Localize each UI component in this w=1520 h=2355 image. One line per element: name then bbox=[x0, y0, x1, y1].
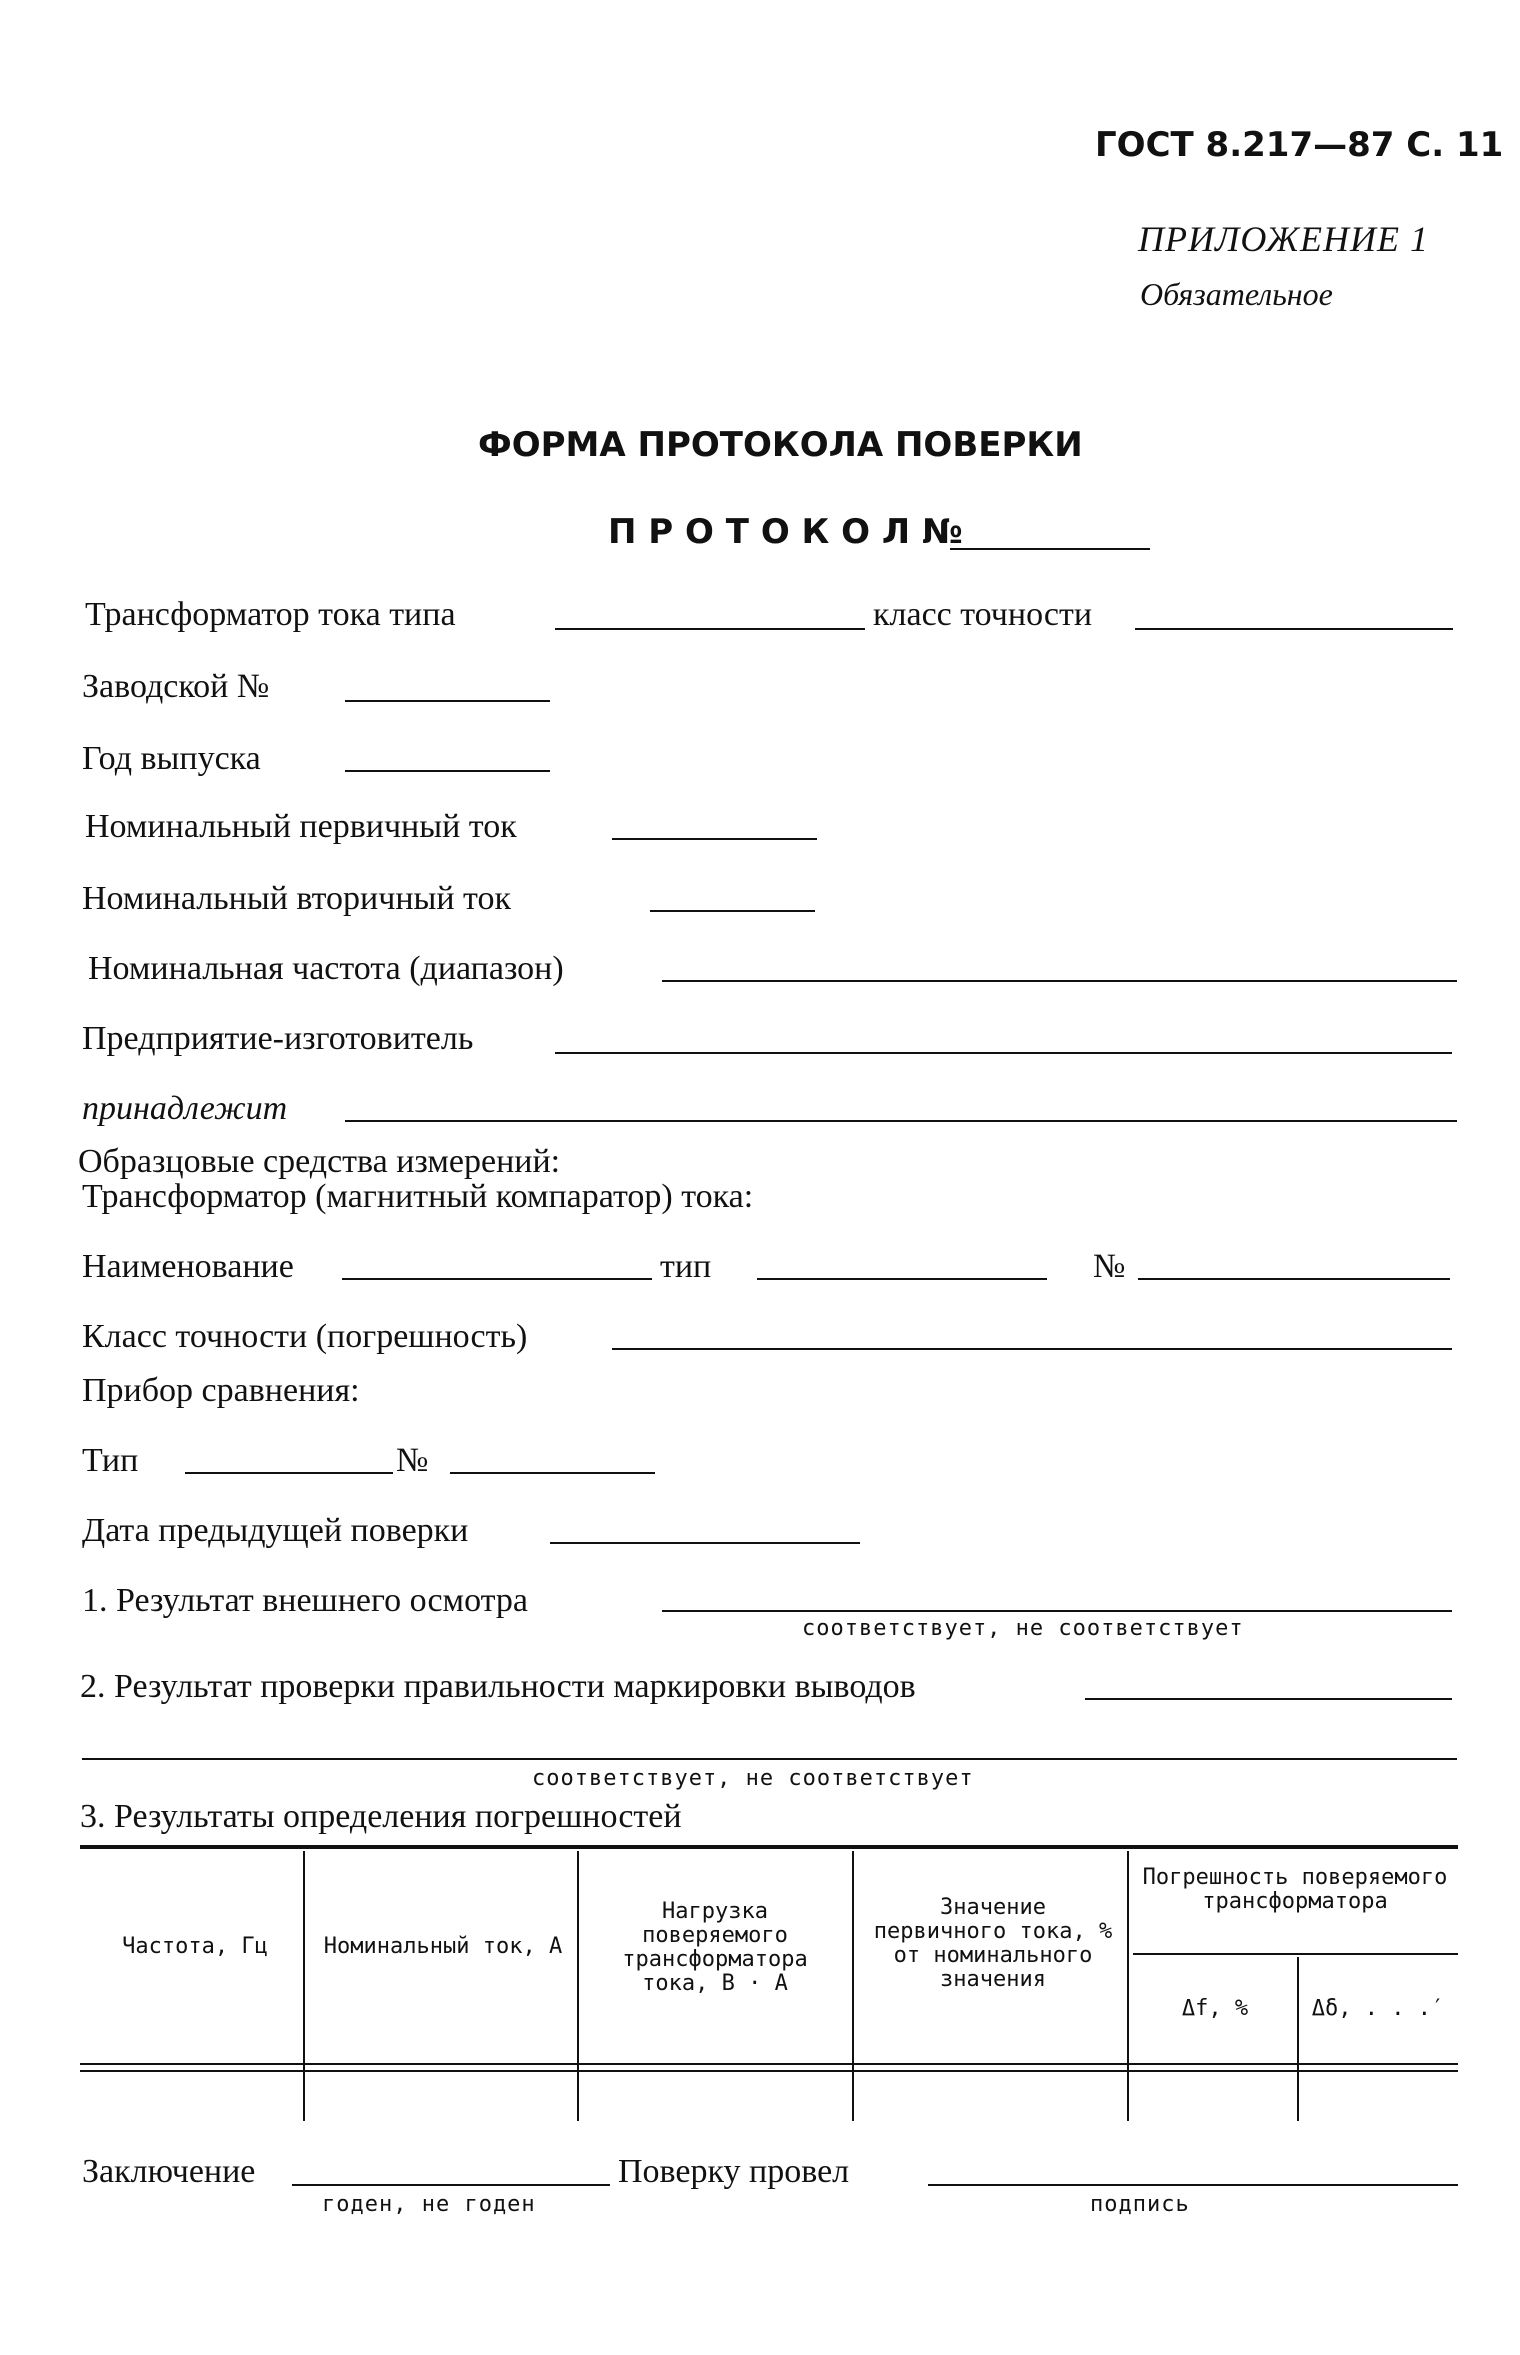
result-2-line-2 bbox=[82, 1758, 1457, 1760]
result-1-label: 1. Результат внешнего осмотра bbox=[82, 1582, 528, 1619]
conclusion-line bbox=[292, 2184, 610, 2186]
nominal-primary-label: Номинальный первичный ток bbox=[85, 808, 517, 845]
col-error-f: Δf, % bbox=[1181, 1996, 1249, 2021]
no-line bbox=[1138, 1278, 1450, 1280]
prev-date-line bbox=[550, 1542, 860, 1544]
accuracy-error-label: Класс точности (погрешность) bbox=[82, 1318, 528, 1355]
col-frequency: Частота, Гц bbox=[122, 1934, 268, 1959]
belongs-label: принадлежит bbox=[82, 1090, 288, 1127]
transformer-type-label: Трансформатор тока типа bbox=[85, 596, 456, 633]
mandatory-label: Обязательное bbox=[1140, 276, 1333, 312]
type2-line bbox=[185, 1472, 393, 1474]
result-3-label: 3. Результаты определения погрешностей bbox=[80, 1798, 682, 1835]
type-label: тип bbox=[660, 1248, 712, 1285]
accuracy-class-line bbox=[1135, 628, 1453, 630]
prev-date-label: Дата предыдущей поверки bbox=[82, 1512, 469, 1549]
gost-header: ГОСТ 8.217—87 С. 11 bbox=[1095, 125, 1504, 165]
col-load: Нагрузка поверяемого трансформатора тока, В · А bbox=[622, 1899, 808, 1996]
result-2-line bbox=[1085, 1698, 1452, 1700]
serial-no-label: Заводской № bbox=[82, 668, 270, 705]
nominal-secondary-line bbox=[650, 910, 815, 912]
col-nominal-current: Номинальный ток, А bbox=[323, 1934, 563, 1959]
result-1-hint: соответствует, не соответствует bbox=[802, 1616, 1244, 1641]
manufacturer-line bbox=[555, 1052, 1452, 1054]
nominal-freq-label: Номинальная частота (диапазон) bbox=[88, 950, 564, 987]
col-error-delta: Δδ, . . .′ bbox=[1311, 1996, 1445, 2021]
nominal-primary-line bbox=[612, 838, 817, 840]
protocol-title: П Р О Т О К О Л № bbox=[608, 512, 963, 552]
page-title: ФОРМА ПРОТОКОЛА ПОВЕРКИ bbox=[478, 425, 1083, 465]
signature-hint: подпись bbox=[1090, 2192, 1190, 2217]
conclusion-label: Заключение bbox=[82, 2153, 256, 2190]
transformer-type-line bbox=[555, 628, 865, 630]
appendix-label: ПРИЛОЖЕНИЕ 1 bbox=[1138, 219, 1429, 259]
belongs-line bbox=[345, 1120, 1457, 1122]
ref-means-label: Образцовые средства измерений: bbox=[78, 1143, 561, 1180]
serial-no-line bbox=[345, 700, 550, 702]
result-2-hint: соответствует, не соответствует bbox=[532, 1766, 974, 1791]
accuracy-error-line bbox=[612, 1348, 1452, 1350]
conclusion-hint: годен, не годен bbox=[322, 2192, 536, 2217]
ref-transformer-label: Трансформатор (магнитный компаратор) тока: bbox=[82, 1178, 754, 1215]
result-1-line bbox=[662, 1610, 1452, 1612]
col-error: Погрешность поверяемого трансформатора bbox=[1142, 1865, 1448, 1914]
name-line bbox=[342, 1278, 652, 1280]
protocol-number-line bbox=[950, 548, 1150, 550]
type2-label: Тип bbox=[82, 1442, 139, 1479]
year-line bbox=[345, 770, 550, 772]
no-label: № bbox=[1093, 1248, 1126, 1285]
comparator-label: Прибор сравнения: bbox=[82, 1372, 360, 1409]
manufacturer-label: Предприятие-изготовитель bbox=[82, 1020, 474, 1057]
nominal-secondary-label: Номинальный вторичный ток bbox=[82, 880, 511, 917]
nominal-freq-line bbox=[662, 980, 1457, 982]
name-label: Наименование bbox=[82, 1248, 294, 1285]
signature-line bbox=[928, 2184, 1458, 2186]
type-line bbox=[757, 1278, 1047, 1280]
no2-line bbox=[450, 1472, 655, 1474]
accuracy-class-label: класс точности bbox=[873, 596, 1093, 633]
col-primary-current: Значение первичного тока, % от номинального значения bbox=[873, 1895, 1113, 1992]
no2-label: № bbox=[396, 1442, 429, 1479]
year-label: Год выпуска bbox=[82, 740, 261, 777]
result-2-label: 2. Результат проверки правильности маркировки выводов bbox=[80, 1668, 916, 1705]
verified-by-label: Поверку провел bbox=[618, 2153, 850, 2190]
